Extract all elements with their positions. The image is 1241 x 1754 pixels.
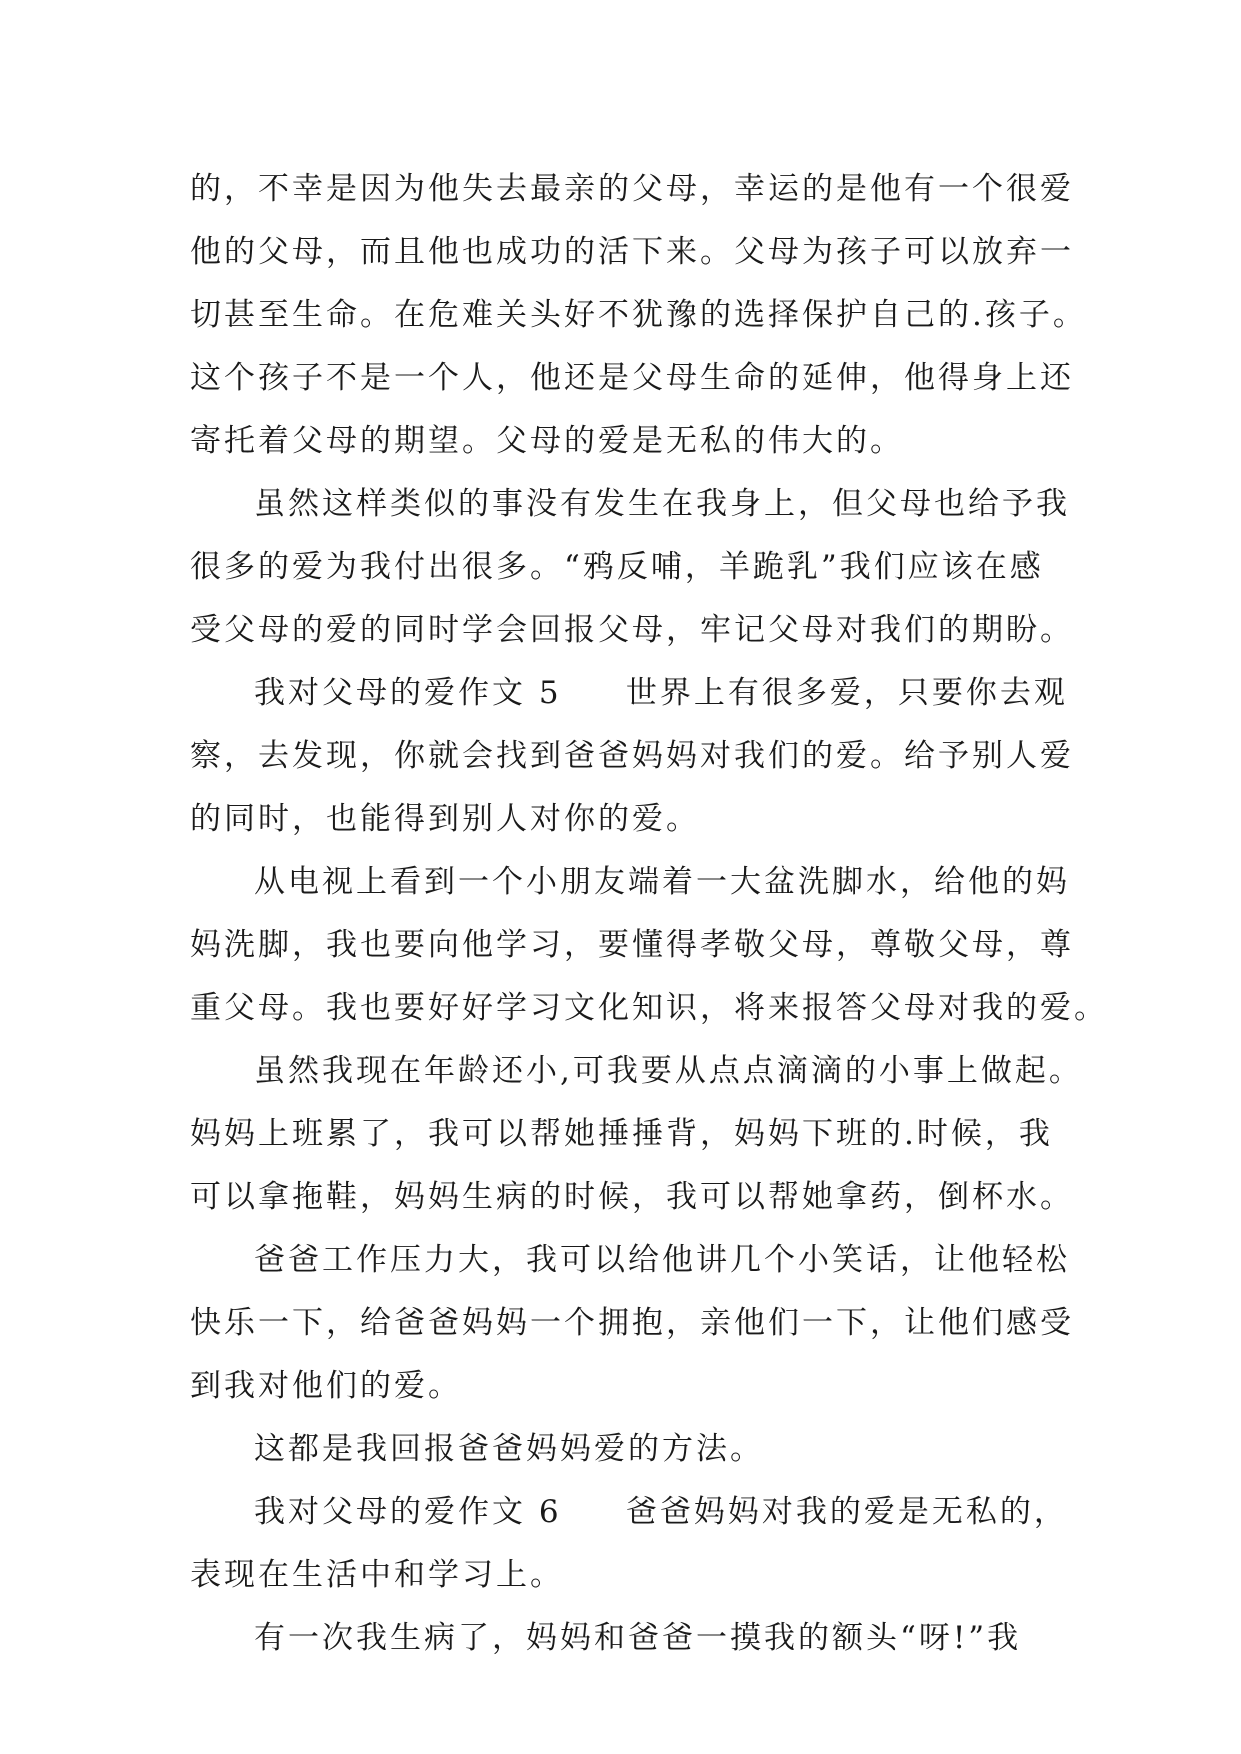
paragraph-first-line: 虽然我现在年龄还小,可我要从点点滴滴的小事上做起。 bbox=[254, 1053, 1083, 1089]
paragraph-first-line: 这都是我回报爸爸妈妈爱的方法。 bbox=[254, 1431, 764, 1467]
paragraph-first-line: 有一次我生病了，妈妈和爸爸一摸我的额头“呀!”我 bbox=[254, 1620, 1022, 1656]
text-line: 很多的爱为我付出很多。“鸦反哺，羊跪乳”我们应该在感 bbox=[190, 549, 1044, 585]
text-line: 切甚至生命。在危难关头好不犹豫的选择保护自己的.孩子。 bbox=[190, 297, 1087, 333]
text-line: 寄托着父母的期望。父母的爱是无私的伟大的。 bbox=[190, 423, 904, 459]
text-line: 表现在生活中和学习上。 bbox=[190, 1557, 564, 1593]
text-line: 的，不幸是因为他失去最亲的父母，幸运的是他有一个很爱 bbox=[190, 171, 1074, 207]
text-line: 重父母。我也要好好学习文化知识，将来报答父母对我的爱。 bbox=[190, 990, 1108, 1026]
text-line: 到我对他们的爱。 bbox=[190, 1368, 462, 1404]
section-heading-line: 我对父母的爱作文 5 世界上有很多爱，只要你去观 bbox=[254, 675, 1068, 711]
text-line: 受父母的爱的同时学会回报父母，牢记父母对我们的期盼。 bbox=[190, 612, 1074, 648]
text-line: 察，去发现，你就会找到爸爸妈妈对我们的爱。给予别人爱 bbox=[190, 738, 1074, 774]
paragraph-first-line: 爸爸工作压力大，我可以给他讲几个小笑话，让他轻松 bbox=[254, 1242, 1070, 1278]
text-line: 这个孩子不是一个人，他还是父母生命的延伸，他得身上还 bbox=[190, 360, 1074, 396]
text-line: 妈洗脚，我也要向他学习，要懂得孝敬父母，尊敬父母，尊 bbox=[190, 927, 1074, 963]
document-body bbox=[190, 158, 1108, 1670]
text-line: 的同时，也能得到别人对你的爱。 bbox=[190, 801, 700, 837]
text-line: 可以拿拖鞋，妈妈生病的时候，我可以帮她拿药，倒杯水。 bbox=[190, 1179, 1074, 1215]
text-line: 他的父母，而且他也成功的活下来。父母为孩子可以放弃一 bbox=[190, 234, 1074, 270]
paragraph-first-line: 从电视上看到一个小朋友端着一大盆洗脚水，给他的妈 bbox=[254, 864, 1070, 900]
text-line: 快乐一下，给爸爸妈妈一个拥抱，亲他们一下，让他们感受 bbox=[190, 1305, 1074, 1341]
section-heading-line: 我对父母的爱作文 6 爸爸妈妈对我的爱是无私的， bbox=[254, 1494, 1068, 1530]
text-line: 妈妈上班累了，我可以帮她捶捶背，妈妈下班的.时候，我 bbox=[190, 1116, 1053, 1152]
paragraph-first-line: 虽然这样类似的事没有发生在我身上，但父母也给予我 bbox=[254, 486, 1070, 522]
